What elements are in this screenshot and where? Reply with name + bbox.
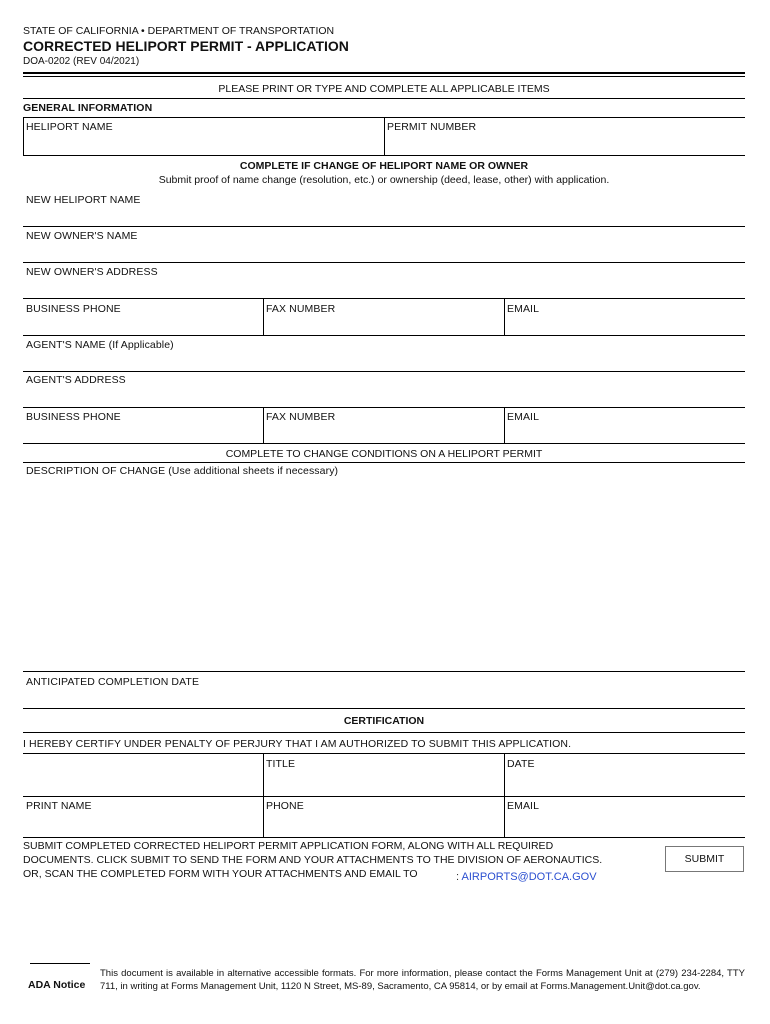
print-name-label: PRINT NAME [26,800,92,812]
header-rule [23,72,745,74]
description-label: DESCRIPTION OF CHANGE (Use additional sheets if necessary) [26,465,339,477]
general-info-heading: GENERAL INFORMATION [23,102,153,114]
change-owner-subheading: Submit proof of name change (resolution, etc.) or ownership (deed, lease, other) with application. [158,174,610,186]
print-name-field[interactable] [23,797,262,837]
form-title: CORRECTED HELIPORT PERMIT - APPLICATION [23,38,349,54]
phone-label: PHONE [266,800,304,812]
divider [23,443,745,444]
date-label: DATE [507,758,535,770]
permit-number-field[interactable] [385,118,745,154]
permit-number-label: PERMIT NUMBER [387,121,477,133]
heliport-name-label: HELIPORT NAME [26,121,113,133]
agent-business-phone-field[interactable] [23,408,262,442]
submit-button[interactable]: SUBMIT [665,846,744,872]
divider [23,98,745,99]
ada-notice-label: ADA Notice [28,979,86,991]
agent-name-field[interactable] [23,336,745,371]
new-owner-name-label: NEW OWNER'S NAME [26,230,138,242]
form-number: DOA-0202 (REV 04/2021) [23,56,140,67]
business-phone-label: BUSINESS PHONE [26,303,121,315]
submit-instructions-line2: DOCUMENTS. CLICK SUBMIT TO SEND THE FORM AND YOUR ATTACHMENTS TO THE DIVISION OF AERONAUTICS. [23,854,603,866]
agent-email-label: EMAIL [507,411,540,423]
ada-notice-text: This document is available in alternative accessible formats. For more information, please contact the Forms Management Unit at (279) 234-2284, TTY 711, in writing at Forms Management Unit, 1120 N Street, MS-89, Sacramento, CA 95814, or by email at Forms.Management.Unit@dot.ca.gov. [100,968,745,992]
cert-email-label: EMAIL [507,800,540,812]
conditions-heading: COMPLETE TO CHANGE CONDITIONS ON A HELIPORT PERMIT [225,448,543,460]
agent-name-label: AGENT'S NAME (If Applicable) [26,339,174,351]
email-address[interactable]: AIRPORTS@DOT.CA.GOV [461,871,597,883]
email-link[interactable] [456,871,597,883]
agent-fax-number-label: FAX NUMBER [266,411,336,423]
divider [23,155,745,156]
divider [23,732,745,733]
completion-date-field[interactable] [23,672,745,707]
email-prefix: : [456,871,460,883]
divider [23,708,745,709]
agency-name: STATE OF CALIFORNIA • DEPARTMENT OF TRANSPORTATION [23,25,335,37]
business-phone-field[interactable] [23,299,262,334]
agent-address-field[interactable] [23,372,745,407]
new-owner-address-field[interactable] [23,263,745,298]
fax-number-label: FAX NUMBER [266,303,336,315]
title-field[interactable] [264,754,503,796]
new-owner-address-label: NEW OWNER'S ADDRESS [26,266,158,278]
new-owner-name-field[interactable] [23,227,745,262]
date-field[interactable] [505,754,745,796]
email-label: EMAIL [507,303,540,315]
instructions-text: PLEASE PRINT OR TYPE AND COMPLETE ALL APPLICABLE ITEMS [218,83,550,95]
agent-business-phone-label: BUSINESS PHONE [26,411,121,423]
certification-heading: CERTIFICATION [343,715,425,727]
ada-rule [30,963,90,964]
header-rule-thin [23,76,745,77]
divider [23,837,745,838]
fax-number-field[interactable] [264,299,503,334]
cert-email-field[interactable] [505,797,745,837]
certification-statement: I HEREBY CERTIFY UNDER PENALTY OF PERJURY THAT I AM AUTHORIZED TO SUBMIT THIS APPLICATION. [23,738,572,750]
phone-field[interactable] [264,797,503,837]
agent-email-field[interactable] [505,408,745,442]
new-heliport-name-field[interactable] [23,191,745,226]
signature-field[interactable] [23,754,262,796]
agent-address-label: AGENT'S ADDRESS [26,374,126,386]
agent-fax-number-field[interactable] [264,408,503,442]
new-heliport-name-label: NEW HELIPORT NAME [26,194,141,206]
description-of-change-field[interactable] [23,463,745,670]
submit-instructions-line1: SUBMIT COMPLETED CORRECTED HELIPORT PERMIT APPLICATION FORM, ALONG WITH ALL REQUIRED [23,840,554,852]
change-owner-heading: COMPLETE IF CHANGE OF HELIPORT NAME OR OWNER [239,160,529,172]
submit-instructions-line3: OR, SCAN THE COMPLETED FORM WITH YOUR ATTACHMENTS AND EMAIL TO [23,868,418,880]
email-field[interactable] [505,299,745,334]
heliport-name-field[interactable] [24,118,383,154]
completion-date-label: ANTICIPATED COMPLETION DATE [26,676,200,688]
title-label: TITLE [266,758,296,770]
